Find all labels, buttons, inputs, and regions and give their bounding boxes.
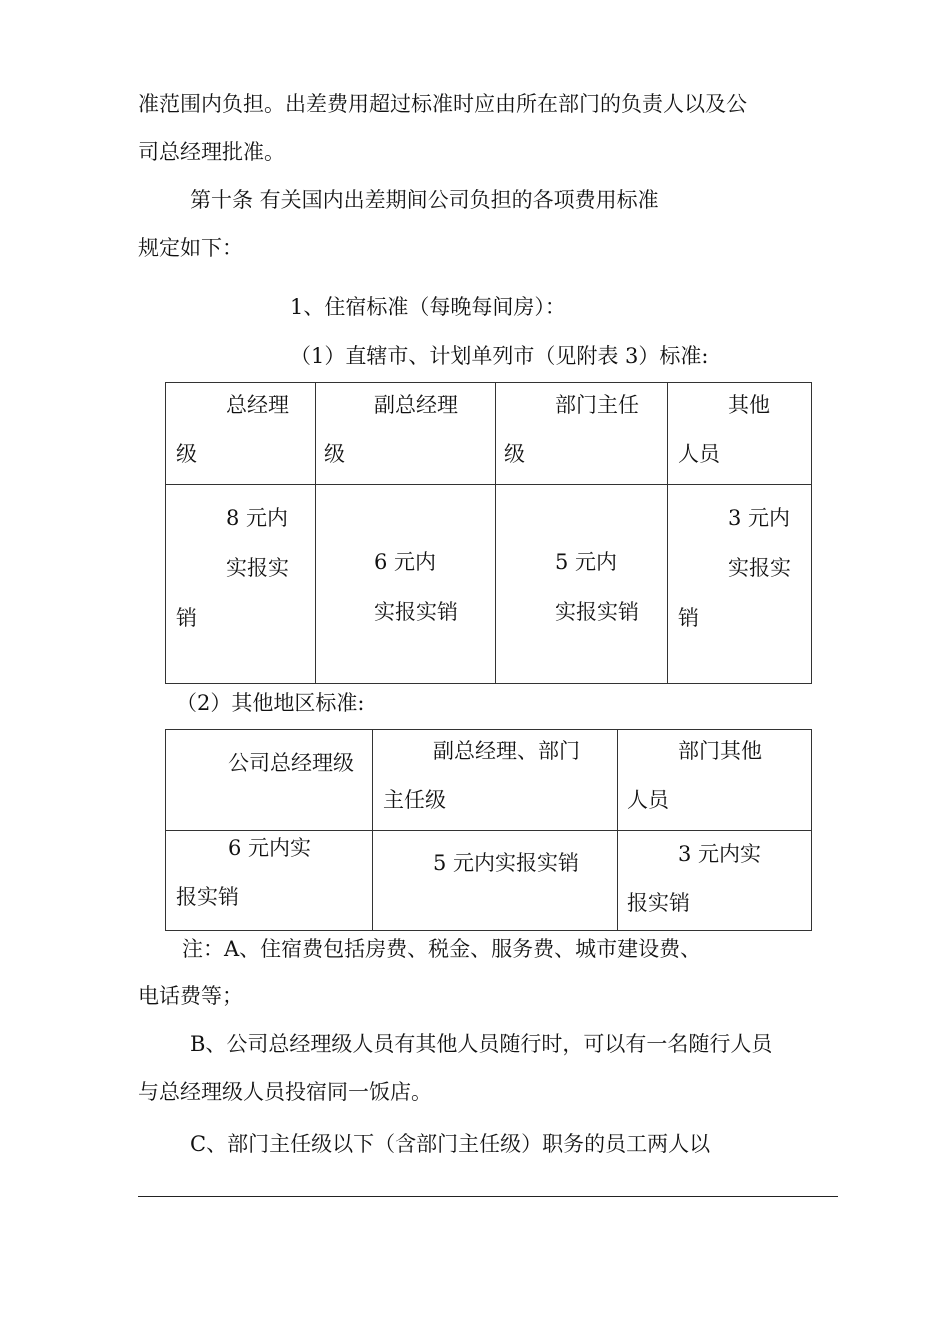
- lodging-table-other: [165, 729, 812, 931]
- note-line: B、公司总经理级人员有其他人员随行时，可以有一名随行人员: [190, 1032, 773, 1056]
- cell-text: 8 元内: [226, 506, 289, 530]
- table-header-cell: [166, 730, 373, 831]
- note-line: 注：A、住宿费包括房费、税金、服务费、城市建设费、: [182, 937, 702, 961]
- note-line: 电话费等；: [138, 984, 243, 1008]
- cell-text: 实报实销: [374, 600, 458, 624]
- cell-text: 级: [504, 442, 525, 466]
- table-cell: [166, 831, 373, 931]
- cell-text: 3 元内实: [678, 842, 762, 866]
- table-header-cell: [316, 383, 496, 485]
- note-line: 与总经理级人员投宿同一饭店。: [138, 1080, 432, 1104]
- cell-text: 报实销: [176, 885, 239, 909]
- cell-text: 主任级: [383, 788, 446, 812]
- cell-text: 级: [176, 442, 197, 466]
- table-row: [166, 485, 812, 684]
- cell-text: 5 元内实报实销: [433, 851, 580, 875]
- cell-text: 6 元内实: [228, 836, 312, 860]
- table-header-row: [166, 383, 812, 485]
- cell-text: 销: [678, 606, 699, 630]
- cell-text: 公司总经理级: [228, 751, 354, 775]
- lodging-table-municipal: [165, 382, 812, 684]
- cell-text: 级: [324, 442, 345, 466]
- cell-text: 副总经理: [374, 393, 458, 417]
- cell-text: 3 元内: [728, 506, 791, 530]
- cell-text: 6 元内: [374, 550, 437, 574]
- table-header-cell: [166, 383, 316, 485]
- cell-text: 副总经理、部门: [433, 739, 580, 763]
- table-header-cell: [496, 383, 668, 485]
- table-cell: [373, 831, 618, 931]
- table-cell: [166, 485, 316, 684]
- note-line: C、部门主任级以下（含部门主任级）职务的员工两人以: [190, 1132, 711, 1156]
- paragraph-line: 司总经理批准。: [138, 140, 285, 164]
- table-header-cell: [618, 730, 812, 831]
- table-row: [166, 831, 812, 931]
- cell-text: 人员: [627, 788, 669, 812]
- cell-text: 5 元内: [555, 550, 618, 574]
- cell-text: 实报实销: [555, 600, 639, 624]
- cell-text: 总经理: [226, 393, 289, 417]
- sub-heading: （1）直辖市、计划单列市（见附表 3）标准:: [290, 344, 709, 368]
- cell-text: 报实销: [627, 891, 690, 915]
- cell-text: 实报实: [728, 556, 791, 580]
- cell-text: 其他: [728, 393, 770, 417]
- table-header-cell: [373, 730, 618, 831]
- cell-text: 销: [176, 606, 197, 630]
- table-header-row: [166, 730, 812, 831]
- table-cell: [668, 485, 812, 684]
- article-heading: 第十条 有关国内出差期间公司负担的各项费用标准: [190, 188, 659, 212]
- table-cell: [316, 485, 496, 684]
- cell-text: 人员: [678, 442, 720, 466]
- table-cell: [618, 831, 812, 931]
- paragraph-line: 规定如下：: [138, 236, 243, 260]
- cell-text: 部门其他: [678, 739, 762, 763]
- footer-rule: [138, 1196, 838, 1197]
- sub-heading: （2）其他地区标准:: [176, 691, 365, 715]
- paragraph-line: 准范围内负担。出差费用超过标准时应由所在部门的负责人以及公: [138, 92, 747, 116]
- cell-text: 部门主任: [555, 393, 639, 417]
- item-heading: 1、住宿标准（每晚每间房）：: [290, 295, 566, 319]
- table-cell: [496, 485, 668, 684]
- table-header-cell: [668, 383, 812, 485]
- cell-text: 实报实: [226, 556, 289, 580]
